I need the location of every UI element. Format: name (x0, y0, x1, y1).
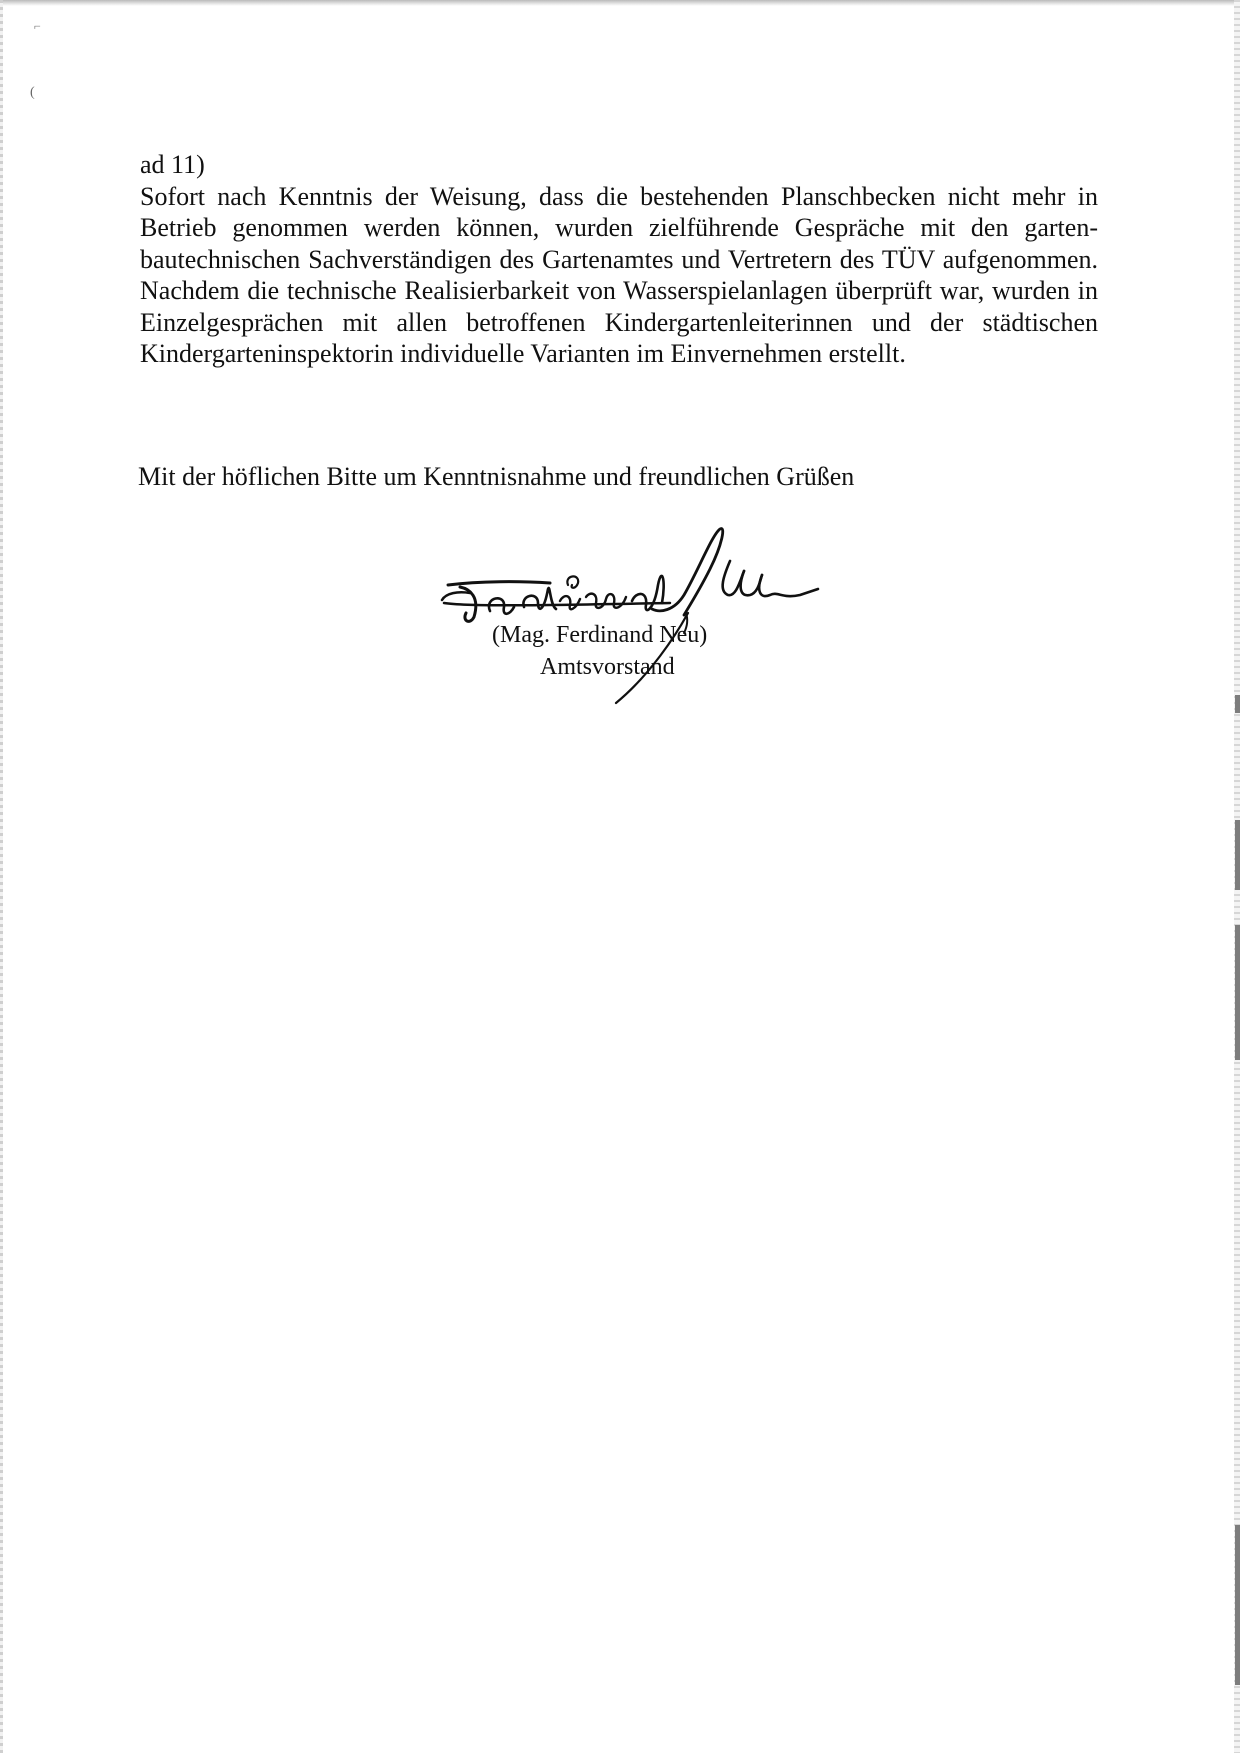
scan-speck: ⌐ (34, 19, 41, 33)
scan-edge-mark (1235, 1525, 1240, 1685)
body-paragraph: Sofort nach Kenntnis der Weisung, dass die bestehenden Planschbecken nicht mehr in Betrieb genommen werden können, wurden zielführende Gespräche mit den gartenbautechnischen Sachverständigen des Gartenamtes und Vertretern des TÜV aufgenommen. Nachdem die technische Realisierbarkeit von Wasserspielanlagen überprüft war, wurden in Einzelgesprächen mit allen betroffenen Kindergartenleiterinnen und der städtischen Kindergarteninspektorin individuelle Varianten im Einvernehmen erstellt. (140, 181, 1098, 368)
scan-edge-mark (1235, 820, 1240, 890)
scan-edge-left (0, 0, 3, 1753)
letter-body (140, 149, 1098, 370)
signatory-title: Amtsvorstand (540, 654, 675, 680)
scan-edge-mark (1235, 925, 1240, 1060)
section-heading: ad 11) (140, 150, 205, 179)
signature-block (440, 525, 890, 705)
scan-edge-top (0, 0, 1240, 6)
signatory-name: (Mag. Ferdinand Neu) (492, 622, 708, 648)
scan-speck: ( (30, 85, 35, 100)
closing-line: Mit der höflichen Bitte um Kenntnisnahme und freundlichen Grüßen (138, 462, 855, 491)
scan-edge-mark (1235, 695, 1240, 713)
